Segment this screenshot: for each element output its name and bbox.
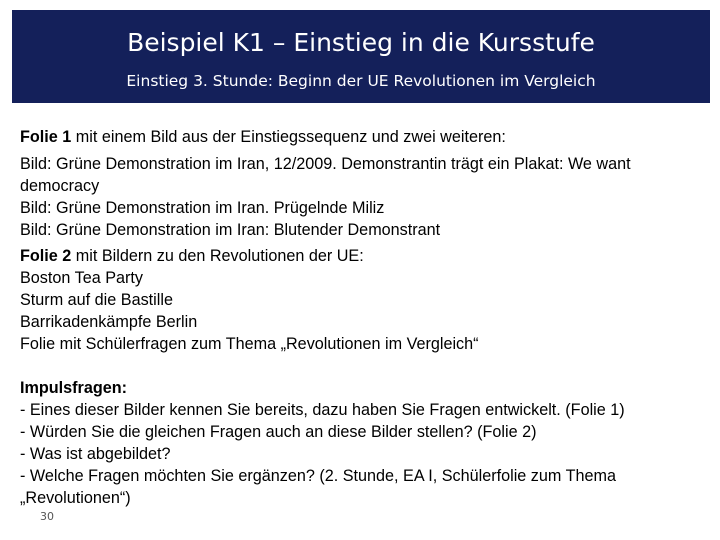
list-item: Boston Tea Party: [20, 269, 143, 287]
folie2-intro-line: [20, 245, 710, 267]
slide-header: [12, 10, 710, 103]
page-number: 30: [40, 510, 54, 523]
list-item: Bild: Grüne Demonstration im Iran, 12/2009. Demonstrantin trägt ein Plakat: We want democracy: [20, 155, 631, 195]
folie1-intro: mit einem Bild aus der Einstiegssequenz und zwei weiteren:: [71, 128, 506, 146]
list-item: Bild: Grüne Demonstration im Iran. Prügelnde Miliz: [20, 199, 385, 217]
folie2-intro: mit Bildern zu den Revolutionen der UE:: [71, 247, 364, 265]
slide-title: Beispiel K1 – Einstieg in die Kursstufe: [127, 28, 595, 57]
list-item: Bild: Grüne Demonstration im Iran: Blutender Demonstrant: [20, 221, 441, 239]
list-item: Sturm auf die Bastille: [20, 291, 173, 309]
folie2-label: Folie 2: [20, 247, 72, 265]
folie2-section: [20, 245, 710, 355]
folie1-intro-line: [20, 126, 710, 148]
slide-content: [20, 126, 710, 509]
list-item: Barrikadenkämpfe Berlin: [20, 313, 198, 331]
folie1-section: [20, 126, 710, 241]
list-item: - Würden Sie die gleichen Fragen auch an diese Bilder stellen? (Folie 2): [20, 423, 537, 441]
folie1-label: Folie 1: [20, 128, 72, 146]
impulse-heading: [20, 377, 710, 399]
list-item: - Welche Fragen möchten Sie ergänzen? (2. Stunde, EA I, Schülerfolie zum Thema „Revolutionen“): [20, 467, 616, 507]
impulse-heading-text: Impulsfragen:: [20, 379, 128, 397]
list-item: Folie mit Schülerfragen zum Thema „Revolutionen im Vergleich“: [20, 335, 479, 353]
list-item: - Was ist abgebildet?: [20, 445, 171, 463]
slide-subtitle: Einstieg 3. Stunde: Beginn der UE Revolutionen im Vergleich: [126, 72, 596, 90]
list-item: - Eines dieser Bilder kennen Sie bereits, dazu haben Sie Fragen entwickelt. (Folie 1): [20, 401, 625, 419]
impulse-section: [20, 377, 710, 509]
